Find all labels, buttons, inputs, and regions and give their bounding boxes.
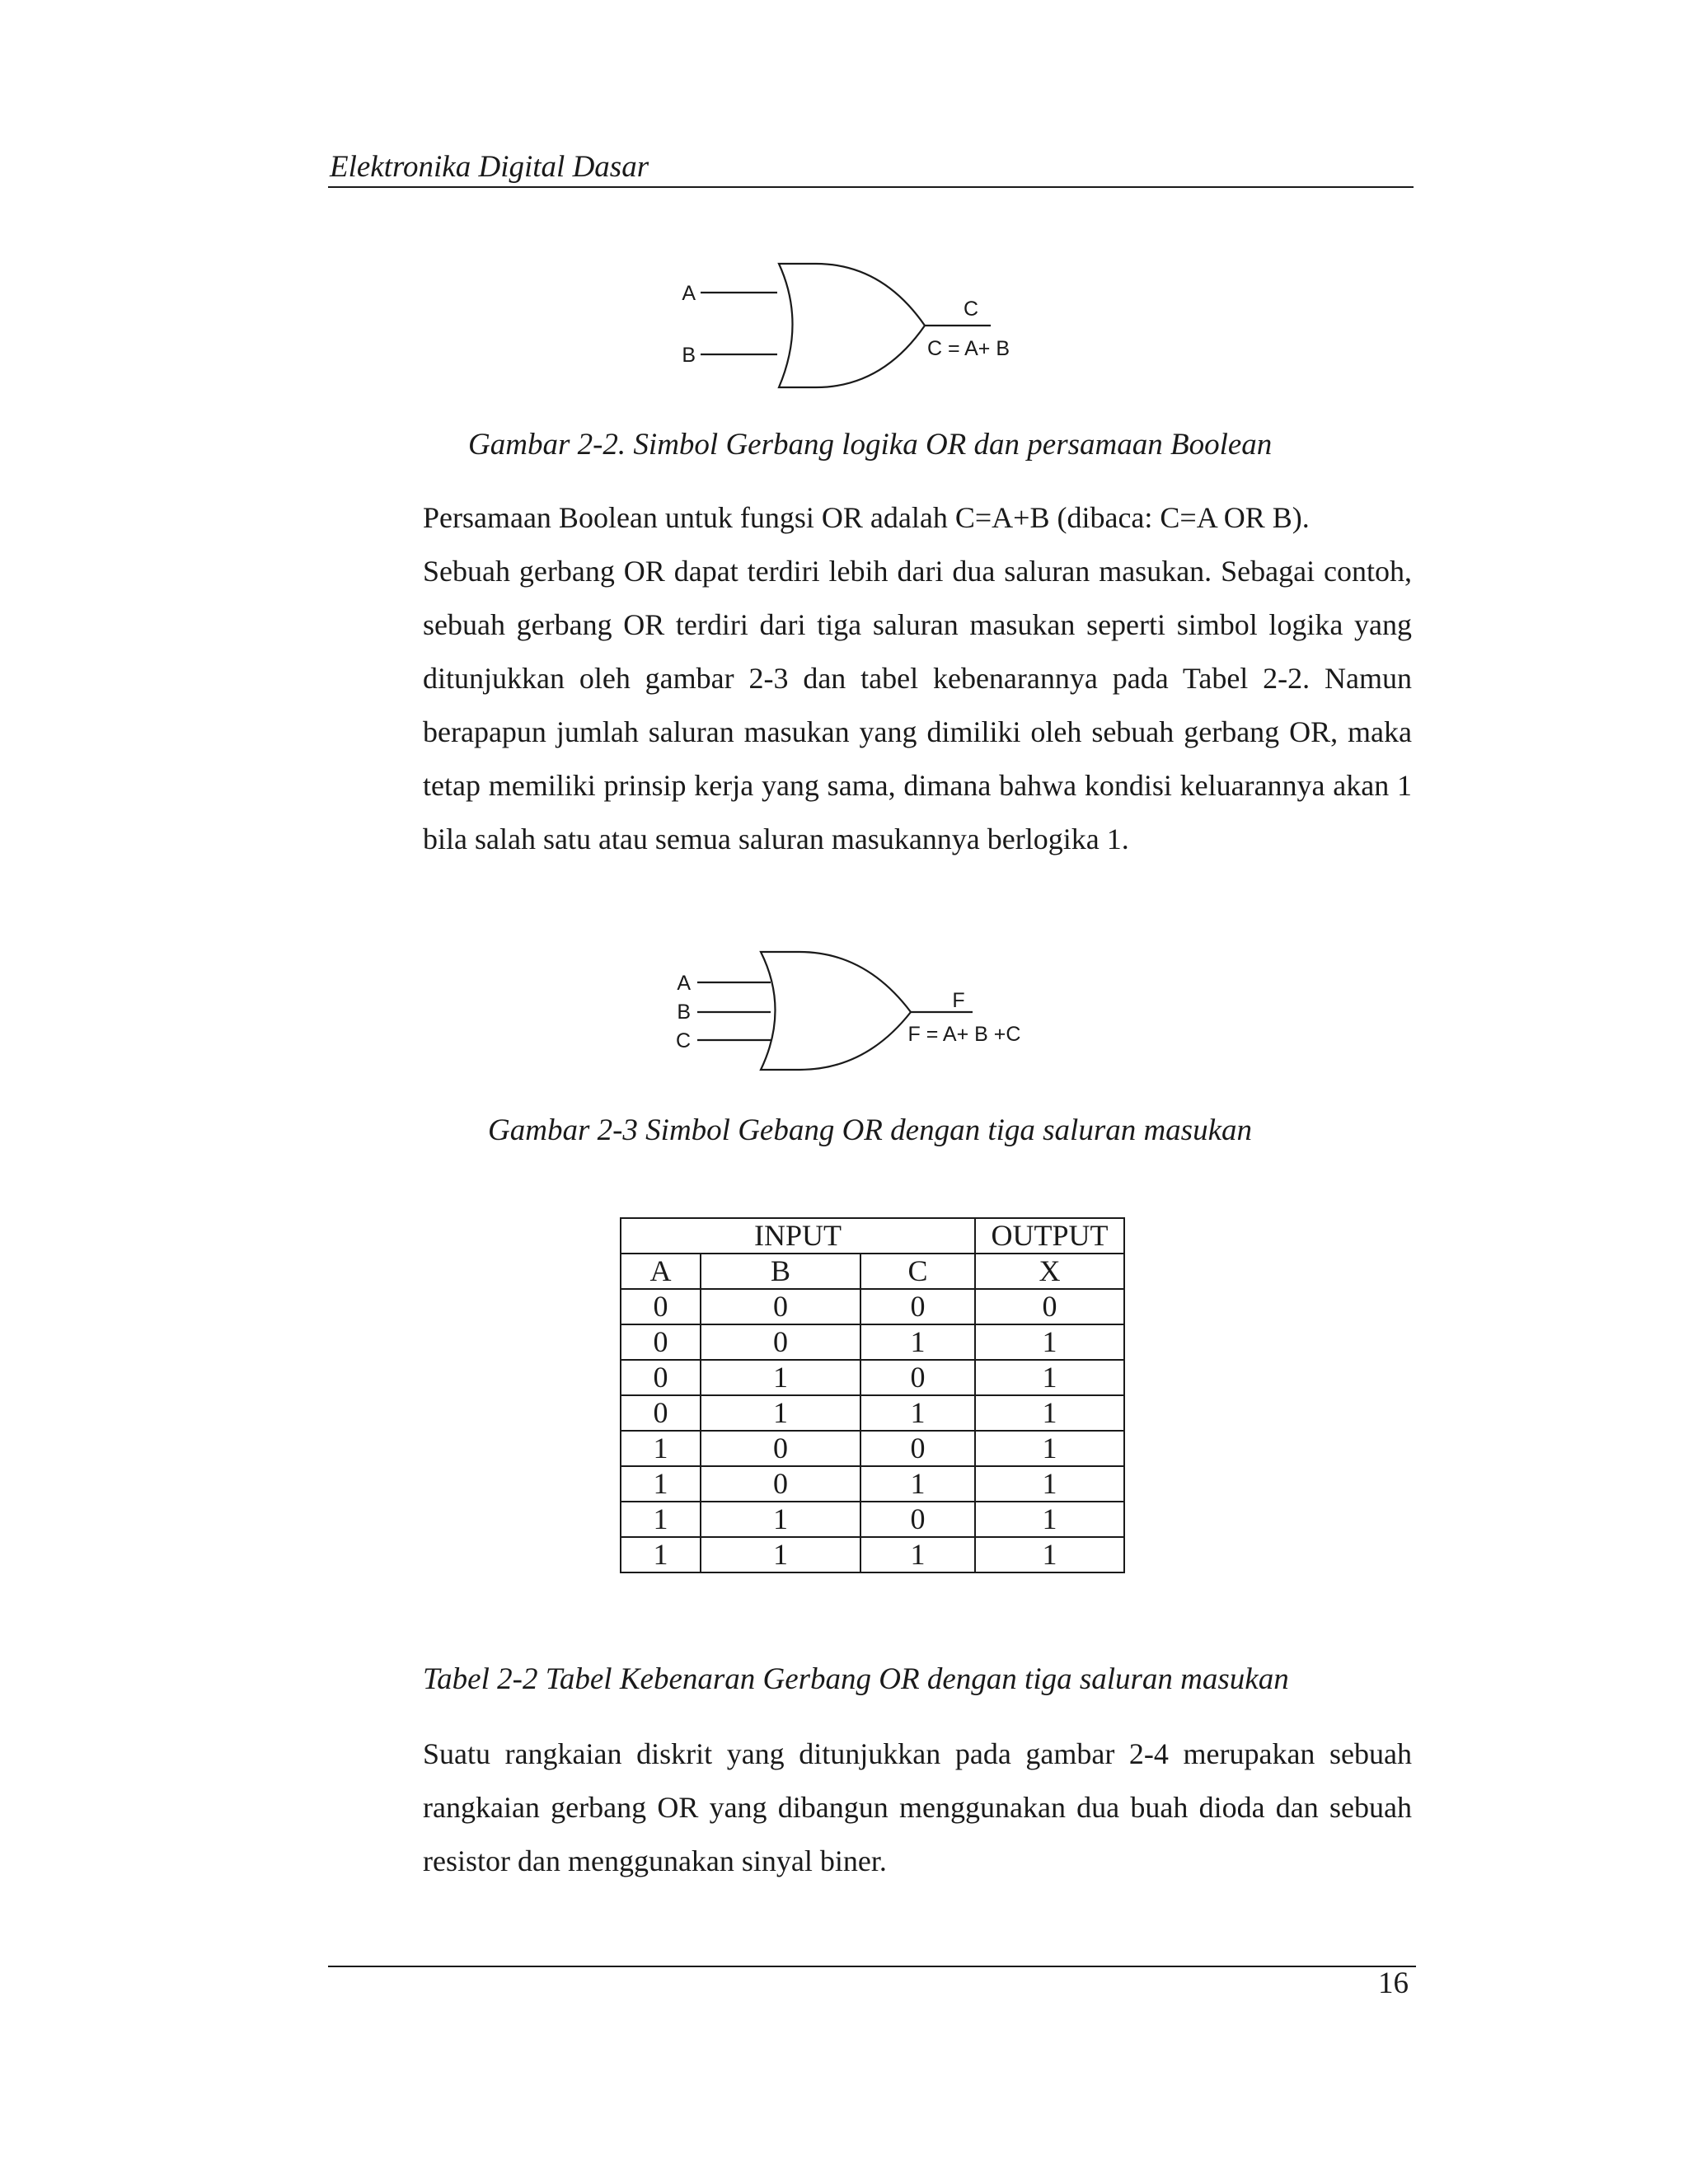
output-group-header: OUTPUT — [975, 1218, 1124, 1254]
column-header: C — [860, 1254, 975, 1289]
footer-rule — [328, 1966, 1416, 1967]
header-rule — [328, 186, 1414, 188]
truth-table — [620, 1217, 1125, 1573]
column-header: A — [621, 1254, 701, 1289]
paragraph-body: Suatu rangkaian diskrit yang ditunjukkan pada gambar 2-4 merupakan sebuah rangkaian gerbang OR yang dibangun menggunakan dua buah dioda dan sebuah resistor dan menggunakan sinyal biner. — [423, 1737, 1412, 1877]
equation-label: C = A+ B — [926, 337, 1010, 360]
table-2-2-caption: Tabel 2-2 Tabel Kebenaran Gerbang OR dengan tiga saluran masukan — [423, 1662, 1289, 1696]
input-label-a: A — [682, 282, 696, 305]
table-cell: 1 — [975, 1502, 1124, 1537]
table-cell: 1 — [701, 1502, 860, 1537]
table-cell: 0 — [860, 1431, 975, 1466]
input-label-c: C — [675, 1029, 691, 1052]
table-row — [621, 1466, 1124, 1502]
table-row — [621, 1431, 1124, 1466]
output-label: C — [963, 298, 979, 321]
table-cell: 0 — [860, 1502, 975, 1537]
table-cell: 1 — [860, 1324, 975, 1360]
table-cell: 0 — [701, 1466, 860, 1502]
table-cell: 1 — [860, 1466, 975, 1502]
or-gate-shape — [779, 264, 925, 387]
input-label-b: B — [682, 344, 696, 367]
table-cell: 0 — [975, 1289, 1124, 1324]
table-cell: 1 — [701, 1395, 860, 1431]
input-label-b: B — [677, 1001, 691, 1024]
figure-2-2-or-gate — [684, 251, 1080, 396]
running-header: Elektronika Digital Dasar — [330, 150, 649, 184]
table-row — [621, 1360, 1124, 1395]
table-cell: 1 — [975, 1395, 1124, 1431]
table-cell: 1 — [975, 1431, 1124, 1466]
input-label-a: A — [677, 972, 691, 995]
table-cell: 1 — [860, 1395, 975, 1431]
table-cell: 0 — [701, 1324, 860, 1360]
paragraph-line: Persamaan Boolean untuk fungsi OR adalah C=A+B (dibaca: C=A OR B). — [423, 501, 1310, 534]
paragraph-discrete-circuit — [423, 1727, 1412, 1888]
column-header: B — [701, 1254, 860, 1289]
figure-2-3-or-gate — [668, 940, 1080, 1080]
table-cell: 0 — [621, 1395, 701, 1431]
table-cell: 1 — [975, 1324, 1124, 1360]
table-cell: 0 — [621, 1289, 701, 1324]
table-cell: 1 — [701, 1360, 860, 1395]
table-cell: 0 — [701, 1431, 860, 1466]
table-row — [621, 1289, 1124, 1324]
table-cell: 1 — [975, 1537, 1124, 1572]
table-cell: 1 — [621, 1537, 701, 1572]
table-row — [621, 1502, 1124, 1537]
table-cell: 1 — [975, 1466, 1124, 1502]
equation-label: F = A+ B +C — [907, 1023, 1021, 1046]
table-row — [621, 1324, 1124, 1360]
table-cell: 0 — [621, 1360, 701, 1395]
figure-2-3-caption: Gambar 2-3 Simbol Gebang OR dengan tiga saluran masukan — [488, 1113, 1253, 1147]
page-number: 16 — [1378, 1966, 1409, 2000]
table-row — [621, 1537, 1124, 1572]
input-group-header: INPUT — [621, 1218, 975, 1254]
table-cell: 0 — [701, 1289, 860, 1324]
table-cell: 0 — [621, 1324, 701, 1360]
column-header-row — [621, 1254, 1124, 1289]
table-cell: 1 — [701, 1537, 860, 1572]
or-gate-shape — [761, 952, 911, 1070]
table-cell: 1 — [860, 1537, 975, 1572]
paragraph-or-function — [423, 491, 1412, 866]
group-header-row — [621, 1218, 1124, 1254]
table-cell: 1 — [621, 1466, 701, 1502]
paragraph-body: Sebuah gerbang OR dapat terdiri lebih dari dua saluran masukan. Sebagai contoh, sebuah gerbang OR terdiri dari tiga saluran masukan seperti simbol logika yang ditunjukkan oleh gambar 2-3 dan tabel kebenarannya pada Tabel 2-2. Namun berapapun jumlah saluran masukan yang dimiliki oleh sebuah gerbang OR, maka tetap memiliki prinsip kerja yang sama, dimana bahwa kondisi keluarannya akan 1 bila salah satu atau semua saluran masukannya berlogika 1. — [423, 555, 1412, 855]
column-header: X — [975, 1254, 1124, 1289]
table-cell: 1 — [975, 1360, 1124, 1395]
table-cell: 0 — [860, 1289, 975, 1324]
table-row — [621, 1395, 1124, 1431]
table-cell: 0 — [860, 1360, 975, 1395]
figure-2-2-caption: Gambar 2-2. Simbol Gerbang logika OR dan persamaan Boolean — [468, 428, 1273, 462]
table-cell: 1 — [621, 1502, 701, 1537]
output-label: F — [952, 989, 965, 1012]
table-cell: 1 — [621, 1431, 701, 1466]
